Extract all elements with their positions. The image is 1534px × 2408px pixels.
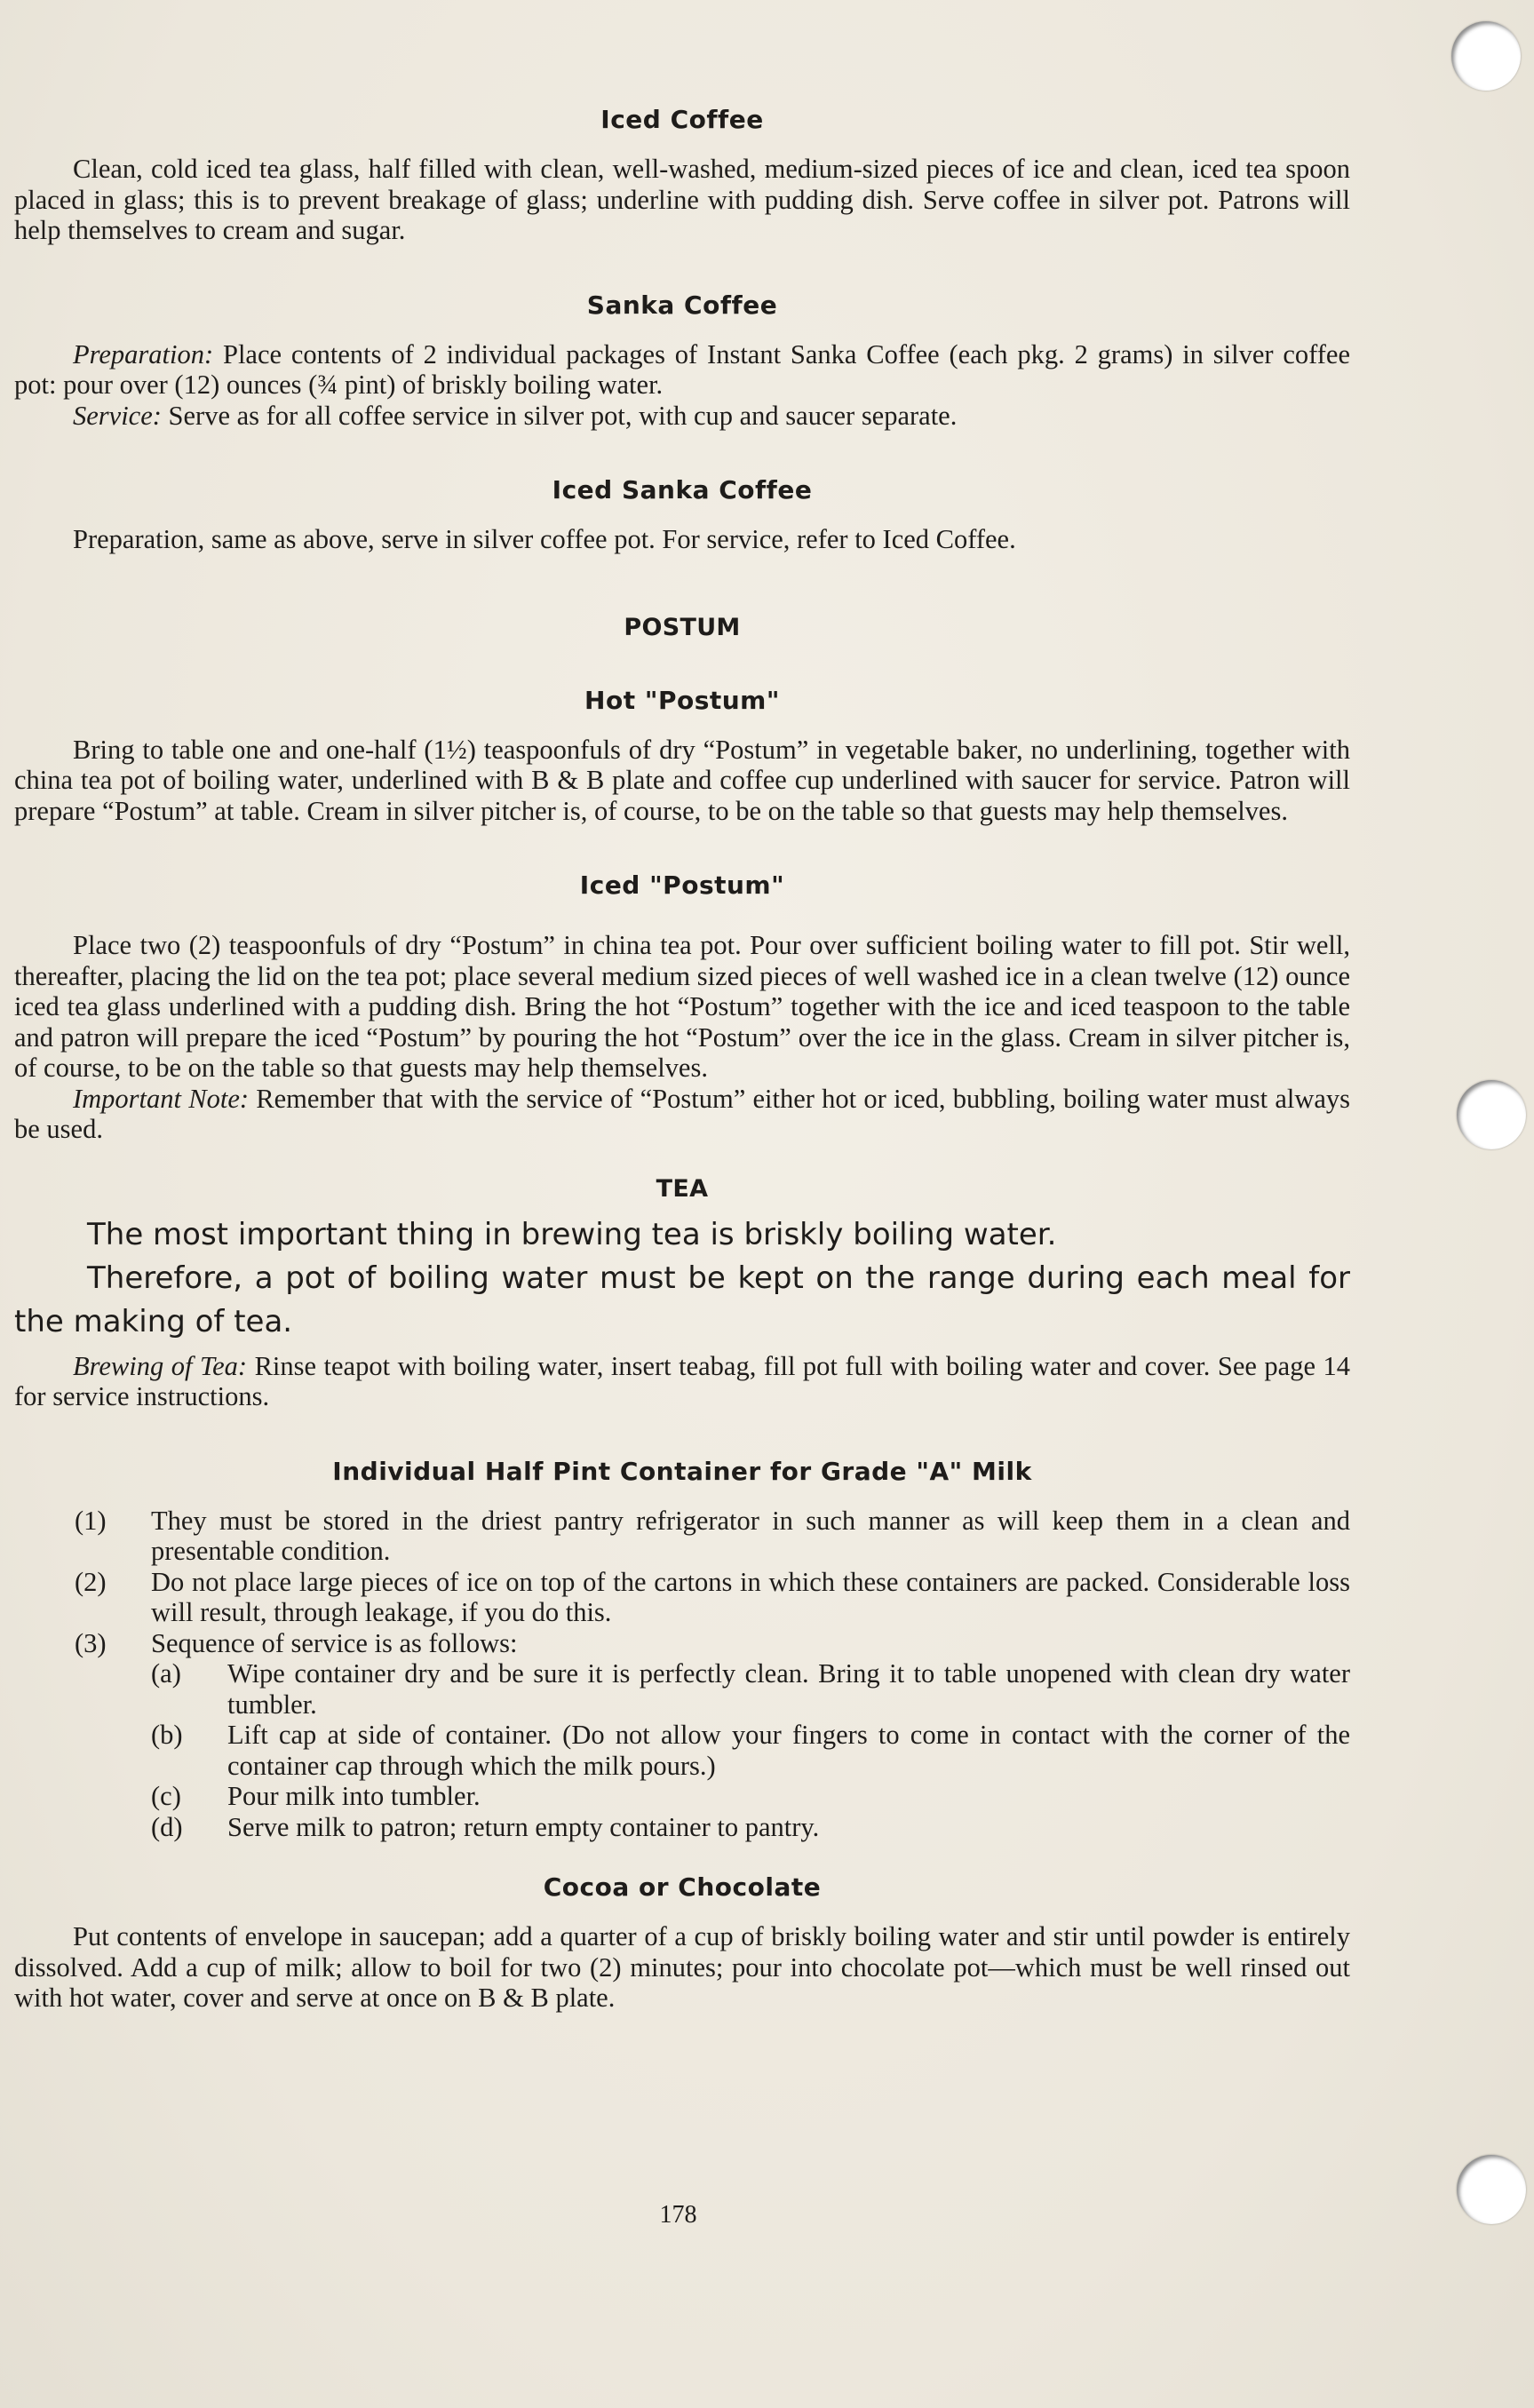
- sub-list-item-letter: (d): [151, 1811, 183, 1842]
- tea-heading: TEA: [656, 1174, 709, 1203]
- sub-list-item-letter: (c): [151, 1781, 181, 1811]
- sub-list-item: [151, 1781, 1350, 1812]
- list-item-number: (1): [75, 1505, 107, 1536]
- postum-note-paragraph: [14, 1084, 1350, 1145]
- list-item-text: They must be stored in the driest pantry refrigerator in such manner as will keep them in a clean and presentable condition.: [151, 1505, 1350, 1566]
- iced-coffee-text: Clean, cold iced tea glass, half filled with clean, well-washed, medium-sized pieces of ice and clean, iced tea spoon placed in glass; this is to prevent breakage of glass; underline with pudding dish. Serve coffee in silver pot. Patrons will help themselves to cream and sugar.: [14, 154, 1350, 245]
- brewing-label: Brewing of Tea:: [73, 1350, 248, 1381]
- brewing-paragraph: [14, 1351, 1350, 1412]
- cocoa-section: [14, 1872, 1350, 2014]
- milk-section: [14, 1457, 1350, 1843]
- postum-note-text: Remember that with the service of “Postum” either hot or iced, bubbling, boiling water must always be used.: [14, 1083, 1351, 1144]
- tea-section: [14, 1175, 1350, 1412]
- list-item-number: (3): [75, 1627, 107, 1658]
- list-item: [14, 1506, 1350, 1567]
- milk-heading: Individual Half Pint Container for Grade "A" Milk: [332, 1456, 1032, 1486]
- brewing-text: Rinse teapot with boiling water, insert teabag, fill pot full with boiling water and cover. See page 14 for service instructions.: [14, 1350, 1350, 1411]
- postum-section: [14, 614, 1350, 1145]
- iced-sanka-section: [14, 475, 1350, 555]
- list-item: [14, 1628, 1350, 1843]
- iced-postum-heading: Iced "Postum": [579, 870, 785, 900]
- service-sequence-list: [151, 1658, 1350, 1842]
- sanka-service-label: Service:: [73, 400, 162, 431]
- milk-list: [14, 1506, 1350, 1843]
- list-item-text: Do not place large pieces of ice on top of the cartons in which these containers are packed. Considerable loss will result, through leakage, if you do this.: [151, 1566, 1350, 1627]
- iced-coffee-section: [14, 105, 1350, 246]
- binder-hole-top: [1451, 21, 1521, 91]
- page-number: 178: [659, 2201, 697, 2229]
- list-item-number: (2): [75, 1566, 107, 1597]
- cocoa-text: Put contents of envelope in saucepan; add a quarter of a cup of briskly boiling water and stir until powder is entirely dissolved. Add a cup of milk; allow to boil for two (2) minutes; pour into chocolate pot—which must be well rinsed out with hot water, cover and serve at once on B & B plate.: [14, 1921, 1350, 2013]
- sub-list-item: [151, 1658, 1350, 1720]
- sub-list-item-text: Serve milk to patron; return empty container to pantry.: [227, 1811, 820, 1842]
- binder-hole-middle: [1457, 1080, 1526, 1149]
- iced-postum-text: Place two (2) teaspoonfuls of dry “Postum” in china tea pot. Pour over sufficient boiling water to fill pot. Stir well, thereafter, placing the lid on the tea pot; place several medium sized pieces of well washed ice in a clean twelve (12) ounce iced tea glass underlined with a pudding dish. Bring the hot “Postum” together with the ice and iced teaspoon to the table and patron will prepare the iced “Postum” by pouring the hot “Postum” over the ice in the glass. Cream in silver pitcher is, of course, to be on the table so that guests may help themselves.: [14, 930, 1350, 1083]
- sub-list-item: [151, 1720, 1350, 1781]
- iced-sanka-heading: Iced Sanka Coffee: [552, 475, 813, 505]
- sub-list-item-text: Pour milk into tumbler.: [227, 1781, 481, 1811]
- sub-list-item-letter: (a): [151, 1658, 181, 1689]
- cocoa-heading: Cocoa or Chocolate: [543, 1872, 822, 1902]
- sanka-coffee-section: [14, 290, 1350, 432]
- sub-list-item-text: Wipe container dry and be sure it is perfectly clean. Bring it to table unopened with clean dry water tumbler.: [227, 1658, 1350, 1720]
- postum-note-label: Important Note:: [73, 1083, 250, 1114]
- sub-list-item-letter: (b): [151, 1720, 183, 1750]
- page-content: [14, 105, 1350, 2014]
- tea-important-line: The most important thing in brewing tea is briskly boiling water.: [87, 1216, 1057, 1252]
- sanka-coffee-heading: Sanka Coffee: [586, 290, 778, 320]
- sub-list-item: [151, 1812, 1350, 1843]
- sanka-preparation-label: Preparation:: [73, 338, 214, 370]
- iced-sanka-text: Preparation, same as above, serve in silver coffee pot. For service, refer to Iced Coffee.: [73, 524, 1016, 554]
- list-item-text: Sequence of service is as follows:: [151, 1627, 518, 1658]
- sanka-preparation-paragraph: [14, 339, 1350, 401]
- sanka-service-text: Serve as for all coffee service in silver pot, with cup and saucer separate.: [161, 400, 958, 431]
- postum-heading: POSTUM: [624, 613, 741, 641]
- binder-hole-bottom: [1457, 2155, 1526, 2224]
- tea-range-line: Therefore, a pot of boiling water must be kept on the range during each meal for the making of tea.: [14, 1260, 1350, 1339]
- hot-postum-text: Bring to table one and one-half (1½) teaspoonfuls of dry “Postum” in vegetable baker, no underlining, together with china tea pot of boiling water, underlined with B & B plate and coffee cup underlined with saucer for service. Patron will prepare “Postum” at table. Cream in silver pitcher is, of course, to be on the table so that guests may help themselves.: [14, 734, 1350, 826]
- iced-coffee-heading: Iced Coffee: [600, 105, 764, 134]
- sub-list-item-text: Lift cap at side of container. (Do not allow your fingers to come in contact with the corner of the container cap through which the milk pours.): [227, 1720, 1350, 1781]
- hot-postum-heading: Hot "Postum": [584, 685, 780, 715]
- sanka-service-paragraph: [14, 401, 1350, 432]
- sanka-preparation-text: Place contents of 2 individual packages of Instant Sanka Coffee (each pkg. 2 grams) in silver coffee pot: pour over (12) ounces (¾ pint) of briskly boiling water.: [14, 338, 1350, 400]
- list-item: [14, 1567, 1350, 1628]
